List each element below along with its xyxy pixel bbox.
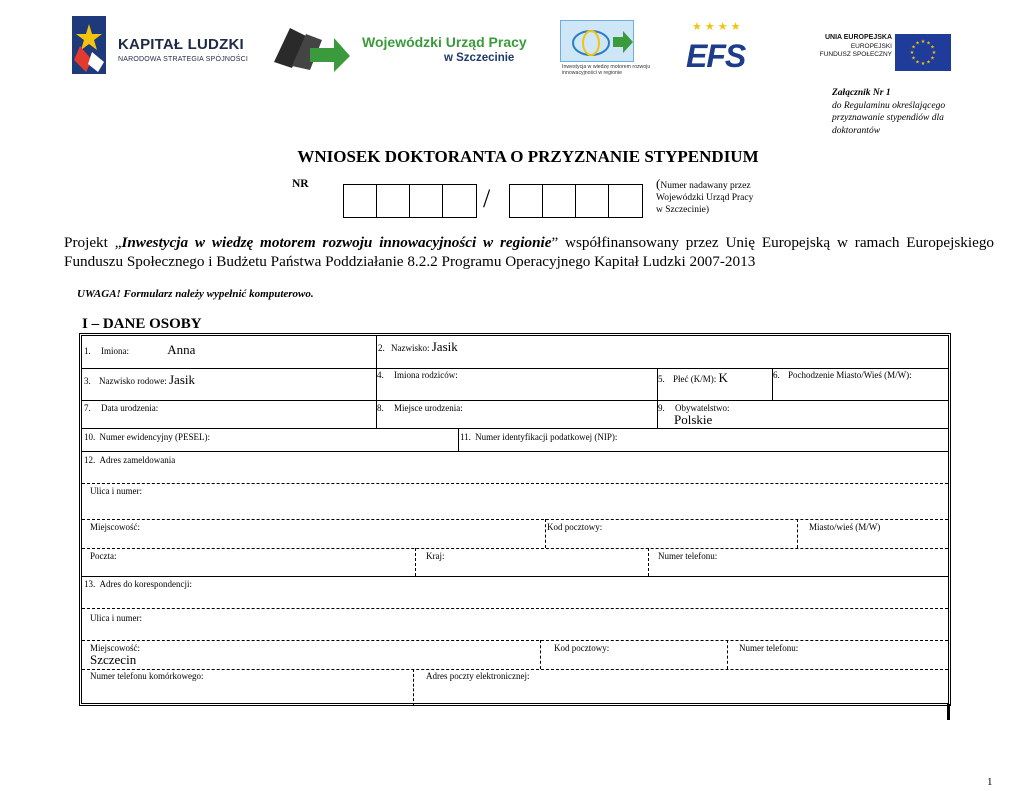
nr-boxes-left <box>343 184 477 218</box>
field-label: Imiona rodziców: <box>394 370 458 380</box>
field-number: 6. <box>773 370 780 380</box>
efs-text: EFS <box>686 38 746 74</box>
nr-digit-box[interactable] <box>543 185 576 217</box>
field-label: Pochodzenie Miasto/Wieś (M/W): <box>788 370 912 380</box>
page-number: 1 <box>987 776 993 788</box>
field-origin[interactable] <box>773 370 912 381</box>
svg-text:★: ★ <box>926 40 931 47</box>
row-divider <box>82 576 948 577</box>
nr-digit-box[interactable] <box>609 185 642 217</box>
field-number: 8. <box>377 403 384 413</box>
field-number: 11. <box>460 432 471 442</box>
attachment-line4: doktorantów <box>832 125 881 136</box>
svg-text:★: ★ <box>911 44 916 51</box>
eu-line2: EUROPEJSKI <box>850 42 892 50</box>
wup-arrow-icon <box>272 22 352 74</box>
eu-line1: UNIA EUROPEJSKA <box>824 34 892 41</box>
nr-digit-box[interactable] <box>510 185 543 217</box>
svg-text:★: ★ <box>926 59 931 66</box>
reg-street-field[interactable]: Ulica i numer: <box>90 486 142 496</box>
col-divider <box>458 428 459 451</box>
row-divider <box>82 428 948 429</box>
row-dash <box>82 640 948 641</box>
col-divider <box>376 336 377 368</box>
wup-logo <box>272 22 527 74</box>
field-value: Szczecin <box>90 652 137 667</box>
inwestycja-logo <box>560 20 660 78</box>
nr-digit-box[interactable] <box>344 185 377 217</box>
eu-text <box>808 34 892 60</box>
document-title: WNIOSEK DOKTORANTA O PRZYZNANIE STYPENDIUM <box>297 147 759 166</box>
corr-phone-field[interactable]: Numer telefonu: <box>739 643 799 653</box>
reg-post-office-field[interactable]: Poczta: <box>90 551 117 561</box>
wup-line2: w Szczecinie <box>444 52 515 64</box>
field-birth-date[interactable] <box>84 403 158 414</box>
kapital-ludzki-star-icon <box>72 16 106 74</box>
col-dash <box>413 669 414 706</box>
warning-note: UWAGA! Formularz należy wypełnić komputerowo. <box>77 288 314 300</box>
svg-text:★: ★ <box>909 50 915 56</box>
field-label: Adres zameldowania <box>99 455 176 465</box>
svg-text:★: ★ <box>911 55 916 62</box>
attachment-number: Załącznik Nr 1 <box>832 88 891 98</box>
project-suffix: ” współfinansowany przez Unię Europejską w ramach Europejskiego Funduszu Społecznego i Budżetu Państwa Poddziałanie 8.2.2 Programu Operacyjnego Kapitał Ludzki 2007-2013 <box>64 234 995 270</box>
field-label: Numer ewidencyjny (PESEL): <box>99 432 210 442</box>
field-label: Obywatelstwo: <box>675 403 730 413</box>
field-family-name[interactable] <box>84 374 195 387</box>
field-number: 13. <box>84 579 96 589</box>
nr-note-line1: Numer nadawany przez <box>660 181 751 191</box>
nr-slash: / <box>483 184 491 213</box>
kapital-ludzki-title: KAPITAŁ LUDZKI <box>118 36 244 53</box>
nr-digit-box[interactable] <box>377 185 410 217</box>
field-surname[interactable] <box>378 341 458 354</box>
kapital-ludzki-subtitle: NARODOWA STRATEGIA SPÓJNOŚCI <box>118 56 249 63</box>
field-label: Adres do korespondencji: <box>99 579 192 589</box>
attachment-line3: przyznawanie stypendiów dla <box>832 113 944 123</box>
row-dash <box>82 608 948 609</box>
row-divider <box>82 400 948 401</box>
field-number: 3. <box>84 376 91 386</box>
reg-postal-field[interactable]: Kod pocztowy: <box>547 522 603 532</box>
svg-text:★: ★ <box>915 40 920 47</box>
field-first-names[interactable] <box>84 344 195 357</box>
nr-digit-box[interactable] <box>576 185 609 217</box>
field-registered-address <box>84 455 175 466</box>
field-pesel[interactable] <box>84 432 210 443</box>
inwestycja-graphic <box>560 20 634 62</box>
field-number: 1. <box>84 346 91 356</box>
project-prefix: Projekt „ <box>64 234 122 251</box>
col-dash <box>540 640 541 669</box>
col-dash <box>415 548 416 576</box>
field-parents-names[interactable] <box>377 370 458 381</box>
field-nip[interactable] <box>460 432 617 443</box>
efs-logo <box>686 20 762 74</box>
corr-mobile-field[interactable]: Numer telefonu komórkowego: <box>90 671 204 681</box>
nr-note <box>656 178 774 216</box>
field-label: Płeć (K/M): <box>673 374 717 384</box>
field-label: Nazwisko: <box>391 343 430 353</box>
eu-line3: FUNDUSZ SPOŁECZNY <box>819 51 892 58</box>
attachment-note <box>832 87 945 137</box>
field-number: 2. <box>378 343 385 353</box>
svg-text:★: ★ <box>915 59 920 66</box>
field-number: 4. <box>377 370 384 380</box>
col-dash <box>727 640 728 669</box>
personal-data-form <box>79 333 951 706</box>
nr-label: NR <box>292 178 309 190</box>
field-sex[interactable] <box>658 372 728 385</box>
field-label: Data urodzenia: <box>101 403 159 413</box>
svg-text:★: ★ <box>920 61 926 67</box>
field-value: Jasik <box>168 372 195 387</box>
field-citizenship[interactable] <box>658 403 730 425</box>
wup-line1: Wojewódzki Urząd Pracy <box>362 34 527 50</box>
nr-note-line2: Wojewódzki Urząd Pracy <box>656 193 754 203</box>
col-dash <box>545 519 546 548</box>
field-number: 5. <box>658 374 665 384</box>
attachment-line2: do Regulaminu określającego <box>832 100 946 111</box>
efs-stars-icon: ★★★★ <box>692 21 744 33</box>
nr-digit-box[interactable] <box>410 185 443 217</box>
row-divider <box>82 368 948 369</box>
inwestycja-text: Inwestycja w wiedzę motorem rozwoju innowacyjności w regionie <box>562 64 651 76</box>
svg-text:★: ★ <box>920 39 926 45</box>
field-value: Polskie <box>674 412 713 427</box>
row-dash <box>82 669 948 670</box>
nr-note-paren: ( <box>656 176 661 191</box>
col-dash <box>797 519 798 548</box>
reg-phone-field[interactable]: Numer telefonu: <box>658 551 718 561</box>
field-number: 9. <box>658 403 665 413</box>
project-description <box>64 233 994 271</box>
section-title: I – DANE OSOBY <box>82 316 202 332</box>
reg-city-field[interactable]: Miejscowość: <box>90 522 140 532</box>
field-label: Numer identyfikacji podatkowej (NIP): <box>475 432 618 442</box>
eu-flag-icon <box>895 34 951 71</box>
nr-note-line3: w Szczecinie) <box>656 205 710 215</box>
field-label: Miejscowość: <box>90 643 140 653</box>
field-number: 12. <box>84 455 96 465</box>
corr-email-field[interactable]: Adres poczty elektronicznej: <box>426 671 530 681</box>
col-dash <box>648 548 649 576</box>
globe-icon <box>561 21 635 63</box>
reg-country-field[interactable]: Kraj: <box>426 551 445 561</box>
eu-logo <box>808 34 958 74</box>
row-dash <box>82 548 948 549</box>
field-number: 10. <box>84 432 96 442</box>
corr-street-field[interactable]: Ulica i numer: <box>90 613 142 623</box>
field-value: Jasik <box>431 339 458 354</box>
field-label: Nazwisko rodowe: <box>99 376 167 386</box>
project-name: Inwestycja w wiedzę motorem rozwoju innowacyjności w regionie <box>121 234 552 251</box>
field-correspondence-address <box>84 579 192 590</box>
svg-text:★: ★ <box>930 44 935 51</box>
field-label: Miejsce urodzenia: <box>394 403 463 413</box>
row-divider <box>82 451 948 452</box>
corr-city-field[interactable] <box>90 643 140 665</box>
field-value: K <box>718 370 728 385</box>
corr-postal-field[interactable]: Kod pocztowy: <box>554 643 610 653</box>
svg-text:★: ★ <box>931 50 937 56</box>
kapital-ludzki-logo <box>72 16 262 76</box>
field-number: 7. <box>84 403 91 413</box>
row-dash <box>82 483 948 484</box>
field-birth-place[interactable] <box>377 403 463 414</box>
field-value: Anna <box>167 342 196 357</box>
reg-town-village-field[interactable]: Miasto/wieś (M/W) <box>809 522 881 532</box>
nr-boxes-right <box>509 184 643 218</box>
svg-text:★: ★ <box>930 55 935 62</box>
field-label: Imiona: <box>101 346 129 356</box>
nr-digit-box[interactable] <box>443 185 476 217</box>
row-dash <box>82 519 948 520</box>
form-edge-mark <box>947 704 950 720</box>
